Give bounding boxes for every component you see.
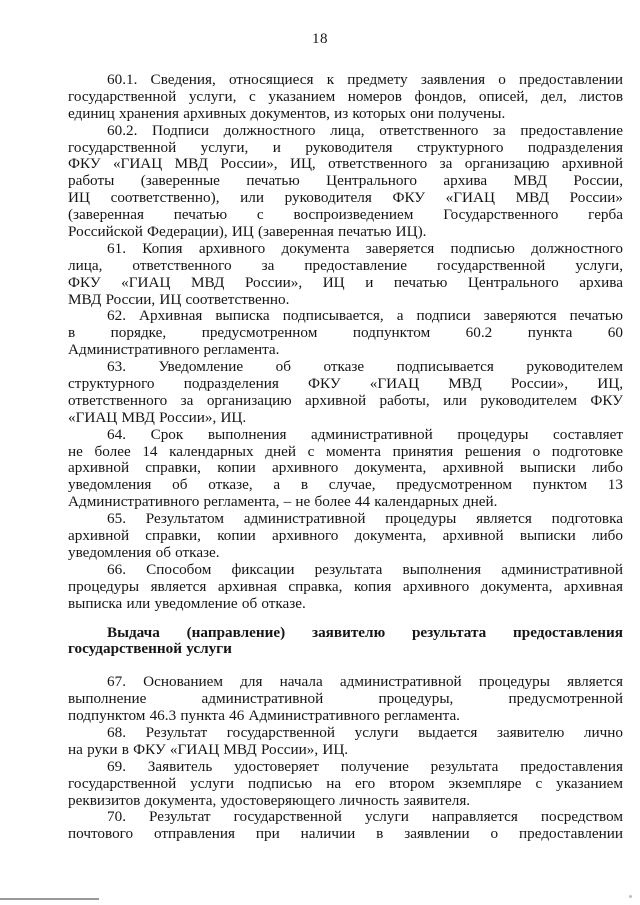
text-line: 63. Уведомление об отказе подписывается руководителем: [107, 359, 623, 376]
text-line: уведомления об отказе, а в случае, предусмотренном пунктом 13: [68, 477, 623, 494]
text-line: выполнение административной процедуры, предусмотренной: [68, 691, 623, 708]
text-line: в порядке, предусмотренном подпунктом 60.2 пункта 60: [68, 325, 623, 342]
scan-speck: [629, 895, 632, 898]
text-line: лица, ответственного за предоставление государственной услуги,: [68, 257, 623, 274]
text-line: почтового отправления при наличии в заявлении о предоставлении: [68, 826, 623, 843]
paragraph: [68, 809, 623, 843]
text-line: (заверенная печатью с воспроизведением Государственного герба: [68, 207, 623, 224]
text-line: 60.1. Сведения, относящиеся к предмету заявления о предоставлении: [107, 72, 623, 88]
text-line: процедуры является архивная справка, копия архивного документа, архивная: [68, 578, 623, 595]
text-line: МВД России, ИЦ соответственно.: [68, 291, 290, 308]
paragraph: [68, 72, 623, 123]
paragraph: [68, 427, 623, 511]
text-line: на руки в ФКУ «ГИАЦ МВД России», ИЦ.: [68, 741, 349, 758]
text-line: «ГИАЦ МВД России», ИЦ.: [68, 409, 247, 426]
section-heading: [68, 625, 623, 659]
text-line: ФКУ «ГИАЦ МВД России», ИЦ и печатью Центрального архива: [68, 274, 623, 291]
text-line: Выдача (направление) заявителю результата предоставления: [107, 624, 623, 641]
paragraph: [68, 511, 623, 562]
document-body: [68, 72, 623, 843]
text-line: выписка или уведомление об отказе.: [68, 595, 306, 612]
paragraph: [68, 308, 623, 359]
paragraph: [68, 674, 623, 725]
text-line: ответственного за организацию архивной работы, или руководителем ФКУ: [68, 392, 623, 409]
text-line: 69. Заявитель удостоверяет получение результата предоставления: [107, 758, 623, 775]
text-line: единиц хранения архивных документов, из которых они получены.: [68, 105, 506, 122]
text-line: государственной услуги, и руководителя структурного подразделения: [68, 139, 623, 156]
text-line: 70. Результат государственной услуги направляется посредством: [107, 809, 623, 826]
text-line: структурного подразделения ФКУ «ГИАЦ МВД России», ИЦ,: [68, 376, 623, 393]
text-line: архивной справки, копии архивного документа, архивной выписки либо: [68, 528, 623, 545]
text-line: реквизитов документа, удостоверяющего личность заявителя.: [68, 792, 471, 809]
text-line: государственной услуги, с указанием номеров фондов, описей, дел, листов: [68, 88, 623, 105]
paragraph: [68, 562, 623, 613]
text-line: Российской Федерации), ИЦ (заверенная печатью ИЦ).: [68, 224, 427, 241]
text-line: не более 14 календарных дней с момента принятия решения о подготовке: [68, 443, 623, 460]
text-line: 61. Копия архивного документа заверяется подписью должностного: [107, 240, 623, 257]
paragraph: [68, 359, 623, 427]
text-line: 67. Основанием для начала административной процедуры является: [107, 674, 623, 691]
page-number: 18: [312, 31, 328, 47]
footnote-rule: [0, 898, 99, 900]
text-line: 64. Срок выполнения административной процедуры составляет: [107, 426, 623, 443]
text-line: ФКУ «ГИАЦ МВД России», ИЦ, ответственного за организацию архивной: [68, 156, 623, 173]
text-line: уведомления об отказе.: [68, 544, 220, 561]
text-line: работы (заверенные печатью Центрального архива МВД России,: [68, 173, 623, 190]
text-line: государственной услуги: [68, 641, 232, 658]
text-line: архивной справки, копии архивного документа, архивной выписки либо: [68, 460, 623, 477]
text-line: подпунктом 46.3 пункта 46 Административного регламента.: [68, 708, 460, 725]
paragraph: [68, 759, 623, 810]
text-line: Административного регламента, – не более 44 календарных дней.: [68, 494, 498, 511]
paragraph: [68, 123, 623, 241]
paragraph: [68, 725, 623, 759]
text-line: 65. Результатом административной процедуры является подготовка: [107, 511, 623, 528]
text-line: ИЦ соответственно), или руководителя ФКУ «ГИАЦ МВД России»: [68, 190, 623, 207]
text-line: 62. Архивная выписка подписывается, а подписи заверяются печатью: [107, 308, 623, 325]
text-line: 60.2. Подписи должностного лица, ответственного за предоставление: [107, 122, 623, 139]
paragraph: [68, 241, 623, 309]
text-line: 68. Результат государственной услуги выдается заявителю лично: [107, 724, 623, 741]
text-line: Административного регламента.: [68, 342, 280, 359]
text-line: государственной услуги подписью на его втором экземпляре с указанием: [68, 775, 623, 792]
text-line: 66. Способом фиксации результата выполнения административной: [107, 561, 623, 578]
